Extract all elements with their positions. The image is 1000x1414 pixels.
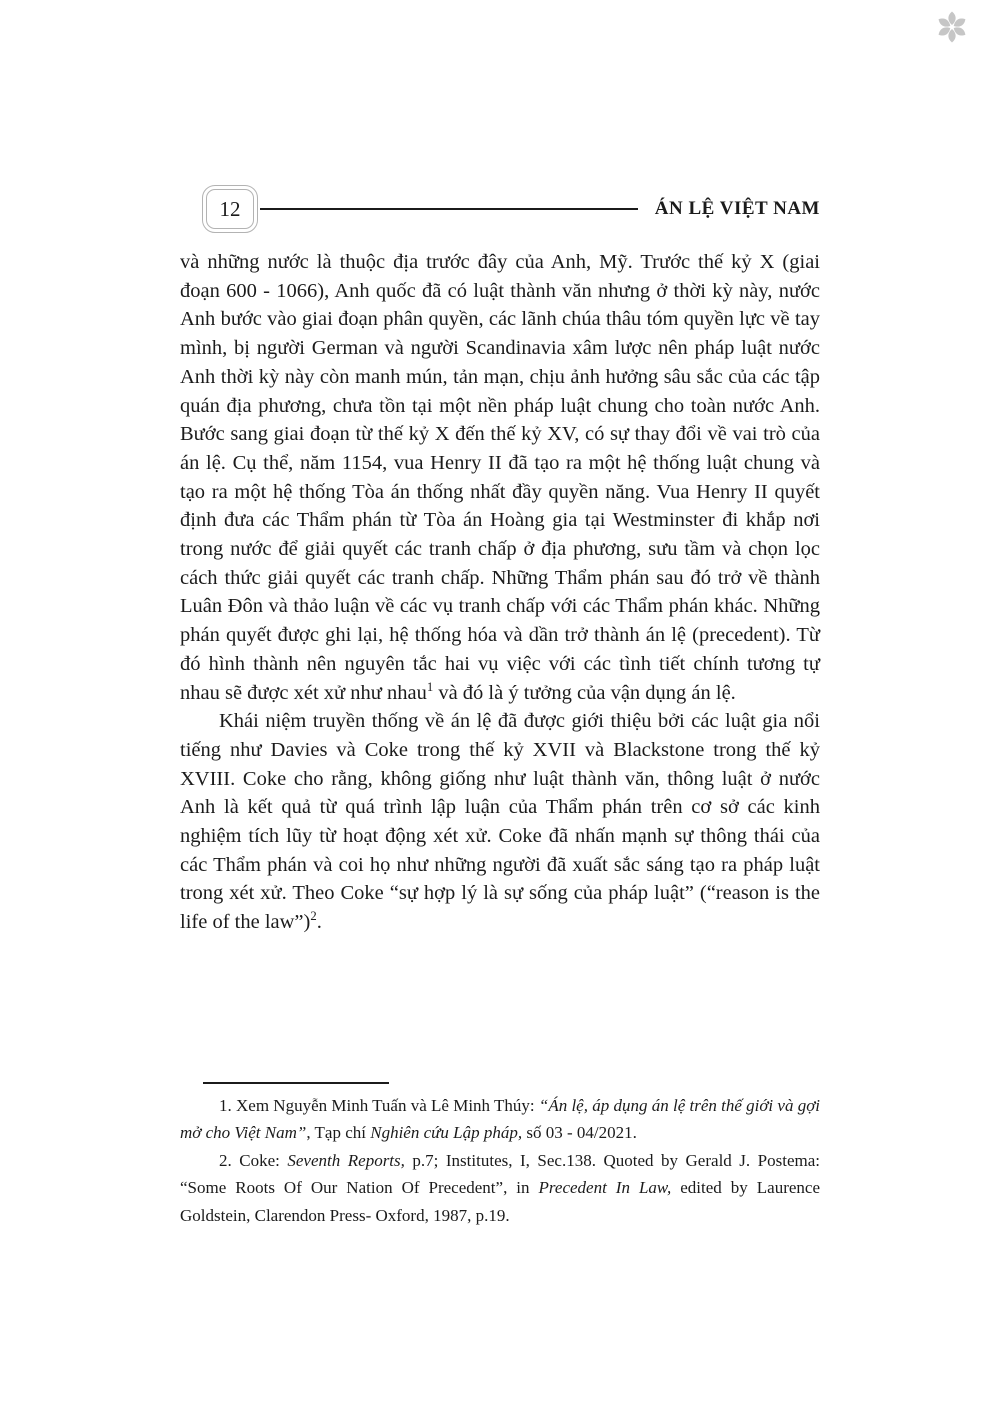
book-title: ÁN LỆ VIỆT NAM [654,198,820,219]
footnotes-section [180,1092,820,1229]
page-header [180,182,820,236]
flower-ornament-icon [933,8,971,46]
footnote-separator [203,1082,389,1084]
page-number: 12 [206,189,254,229]
header-rule [260,208,638,210]
paragraph-1: và những nước là thuộc địa trước đây của Anh, Mỹ. Trước thế kỷ X (giai đoạn 600 - 1066), Anh quốc đã có luật thành văn nhưng ở thời kỳ này, nước Anh bước vào giai đoạn phân quyền, các lãnh chúa thâu tóm quyền lực về tay mình, bị người German và người Scandinavia xâm lược nên pháp luật nước Anh thời kỳ này còn manh mún, tản mạn, chịu ảnh hưởng sâu sắc của các tập quán địa phương, chưa tồn tại một nền pháp luật chung cho toàn nước Anh. Bước sang giai đoạn từ thế kỷ X đến thế kỷ XV, có sự thay đổi về vai trò của án lệ. Cụ thể, năm 1154, vua Henry II đã tạo ra một hệ thống luật chung và tạo ra một hệ thống Tòa án thống nhất đầy quyền năng. Vua Henry II quyết định đưa các Thẩm phán từ Tòa án Hoàng gia tại Westminster đi khắp nơi trong nước để giải quyết các tranh chấp ở địa phương, sưu tầm và chọn lọc cách thức giải quyết các tranh chấp. Những Thẩm phán sau đó trở về thành Luân Đôn và thảo luận về các vụ tranh chấp với các Thẩm phán khác. Những phán quyết được ghi lại, hệ thống hóa và dần trở thành án lệ (precedent). Từ đó hình thành nên nguyên tắc hai vụ việc với các tình tiết chính tương tự nhau sẽ được xét xử như nhau$^1$ và đó là ý tưởng của vận dụng án lệ. [180,251,820,704]
page-number-box [202,185,258,233]
paragraph-2: Khái niệm truyền thống về án lệ đã được giới thiệu bởi các luật gia nổi tiếng như Davies và Coke trong thế kỷ XVII và Blackstone trong thế kỷ XVIII. Coke cho rằng, không giống như luật thành văn, thông luật ở nước Anh là kết quả từ quá trình lập luận của Thẩm phán trên cơ sở các kinh nghiệm tích lũy từ hoạt động xét xử. Coke đã nhấn mạnh sự thông thái của các Thẩm phán và coi họ như những người đã xuất sắc sáng tạo ra pháp luật trong xét xử. Theo Coke “sự hợp lý là sự sống của pháp luật” (“reason is the life of the law”)$^2$. [180,710,820,934]
footnote-2: 2. Coke: Seventh Reports, p.7; Institutes, I, Sec.138. Quoted by Gerald J. Postema: “Some Roots Of Our Nation Of Precedent”, in Precedent In Law, edited by Laurence Goldstein, Clarendon Press- Oxford, 1987, p.19. [180,1150,821,1225]
footnote-1: 1. Xem Nguyễn Minh Tuấn và Lê Minh Thúy: “Án lệ, áp dụng án lệ trên thế giới và gợi mở cho Việt Nam”, Tạp chí Nghiên cứu Lập pháp, số 03 - 04/2021. [180,1096,820,1143]
body-text [180,248,820,937]
